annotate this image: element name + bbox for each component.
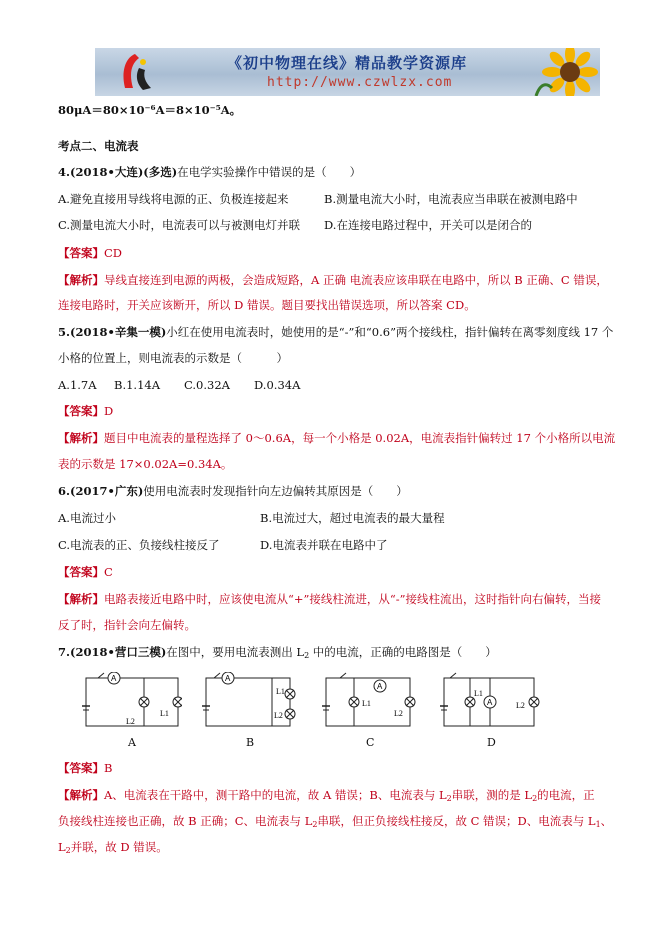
q5-answer [58, 403, 113, 419]
q6-option-a: A.电流过小 [58, 511, 116, 525]
header-banner [95, 48, 600, 96]
q6-explanation-text-1: 电路表接近电路中时，应该使电流从“+”接线柱流进，从“-”接线柱流出，这时指针向右偏转，当接 [104, 592, 602, 606]
fig-label-b: B [246, 736, 255, 749]
fig-label-d: D [487, 736, 496, 749]
q6-source: (2017•广东) [70, 484, 144, 498]
fig-label-c: C [366, 736, 375, 749]
circuit-diagram-d [440, 672, 540, 734]
q4-number: 4. [58, 165, 71, 179]
q4-explanation-2: 连接电路时，开关应该断开，所以 D 错误。题目要找出错误选项，所以答案 CD。 [58, 298, 476, 312]
section-heading: 考点二、电流表 [58, 139, 139, 153]
q7-exp-text: A、电流表在干路中，测干路中的电流，故 A 错误；B、电流表与 L [104, 788, 447, 802]
q5-stem-2: 小格的位置上，则电流表的示数是（ ） [58, 351, 288, 365]
fig-c-ammeter: A [377, 682, 383, 691]
fig-d-ammeter: A [487, 698, 493, 707]
q7-stem-sub: 2 [304, 651, 310, 660]
question-6 [58, 483, 408, 499]
q4-answer-value: CD [104, 246, 123, 260]
q4-option-d: D.在连接电路过程中，开关可以是闭合的 [324, 218, 532, 232]
q5-explanation-label: 【解析】 [58, 431, 104, 445]
q4-tag: (多选) [143, 165, 178, 179]
q6-option-d: D.电流表并联在电路中了 [260, 538, 388, 552]
q4-source: (2018•大连) [70, 165, 144, 179]
q7-exp-text: 串联，但正负接线柱接反，故 C 错误；D、电流表与 L [317, 814, 596, 828]
q4-explanation-label: 【解析】 [58, 273, 104, 287]
fig-c-lamp-2: L2 [394, 709, 403, 718]
fig-a-lamp-1: L1 [160, 709, 169, 718]
banner-url: http://www.czwlzx.com [267, 75, 453, 90]
q7-exp-text: L [58, 840, 66, 854]
q5-stem-1: 小红在使用电流表时，她使用的是“-”和“0.6”两个接线柱，指针偏转在离零刻度线 17 个 [166, 325, 614, 339]
q7-exp-text: 负接线柱连接也正确，故 B 正确；C、电流表与 L [58, 814, 313, 828]
formula-line: 80μA＝80×10⁻⁶A＝8×10⁻⁵A。 [58, 103, 242, 117]
q7-exp-text: 串联，测的是 L [451, 788, 533, 802]
question-5 [58, 324, 613, 340]
q5-answer-label: 【答案】 [58, 404, 104, 418]
circuit-diagram-b [202, 672, 302, 734]
fig-a-ammeter: A [111, 674, 117, 683]
q4-option-a: A.避免直接用导线将电源的正、负极连接起来 [58, 192, 289, 206]
sunflower-icon [530, 48, 600, 96]
q7-exp-sub: 2 [446, 794, 452, 803]
q5-option-b: B.1.14A [114, 378, 161, 392]
fig-b-lamp-2: L2 [274, 711, 283, 720]
q5-explanation-2: 表的示数是 17×0.02A=0.34A。 [58, 457, 233, 471]
q4-explanation-1 [58, 272, 608, 288]
q6-answer-value: C [104, 565, 113, 579]
q7-exp-sub: 1 [595, 820, 601, 829]
q7-explanation-2 [58, 813, 612, 833]
q4-option-b: B.测量电流大小时，电流表应当串联在被测电路中 [324, 192, 578, 206]
q6-stem: 使用电流表时发现指针向左边偏转其原因是（ ） [143, 484, 408, 498]
q7-number: 7. [58, 645, 71, 659]
q5-option-a: A.1.7A [58, 378, 97, 392]
q7-explanation-1 [58, 787, 595, 807]
logo-icon [95, 48, 175, 96]
question-4 [58, 164, 361, 180]
q5-explanation-text-1: 题目中电流表的量程选择了 0～0.6A，每一个小格是 0.02A，电流表指针偏转过 17 个小格所以电流 [104, 431, 616, 445]
banner-title: 《初中物理在线》精品教学资源库 [227, 54, 468, 72]
q7-stem-b: 中的电流，正确的电路图是（ ） [309, 645, 497, 659]
q6-answer-label: 【答案】 [58, 565, 104, 579]
q7-answer [58, 760, 112, 776]
q7-stem-a: 在图中，要用电流表测出 L [166, 645, 305, 659]
q5-source: (2018•辛集一模) [70, 325, 167, 339]
fig-b-ammeter: A [225, 674, 231, 683]
q5-answer-value: D [104, 404, 114, 418]
q6-explanation-2: 反了时，指针会向左偏转。 [58, 618, 196, 632]
q6-explanation-1 [58, 591, 601, 607]
q4-answer [58, 245, 122, 261]
q4-answer-label: 【答案】 [58, 246, 104, 260]
q7-exp-text: 并联，故 D 错误。 [70, 840, 168, 854]
fig-d-lamp-1: L1 [474, 689, 483, 698]
fig-b-lamp-1: L1 [276, 687, 285, 696]
q7-answer-value: B [104, 761, 113, 775]
circuit-diagram-a [82, 672, 182, 734]
fig-label-a: A [128, 736, 136, 749]
q6-explanation-label: 【解析】 [58, 592, 104, 606]
q7-explanation-label: 【解析】 [58, 788, 104, 802]
q4-stem: 在电学实验操作中错误的是（ ） [177, 165, 362, 179]
q5-option-c: C.0.32A [184, 378, 230, 392]
q4-option-c: C.测量电流大小时，电流表可以与被测电灯并联 [58, 218, 301, 232]
q5-option-d: D.0.34A [254, 378, 301, 392]
q6-answer [58, 564, 113, 580]
question-7 [58, 644, 497, 664]
q6-option-b: B.电流过大，超过电流表的最大量程 [260, 511, 445, 525]
q7-exp-sub: 2 [65, 846, 71, 855]
fig-c-lamp-1: L1 [362, 699, 371, 708]
q7-exp-sub: 2 [312, 820, 318, 829]
q5-number: 5. [58, 325, 71, 339]
q7-exp-text: 的电流，正 [537, 788, 595, 802]
q4-explanation-text-1: 导线直接连到电源的两极，会造成短路，A 正确 电流表应该串联在电路中，所以 B 正确、C 错误， [104, 273, 608, 287]
q6-option-c: C.电流表的正、负接线柱接反了 [58, 538, 220, 552]
q7-source: (2018•营口三模) [70, 645, 167, 659]
q7-answer-label: 【答案】 [58, 761, 104, 775]
fig-a-lamp-2: L2 [126, 717, 135, 726]
circuit-diagram-c [322, 672, 422, 734]
q7-exp-sub: 2 [532, 794, 538, 803]
fig-d-lamp-2: L2 [516, 701, 525, 710]
q6-number: 6. [58, 484, 71, 498]
q7-exp-text: 、 [600, 814, 613, 828]
q5-explanation-1 [58, 430, 615, 446]
q7-explanation-3 [58, 839, 168, 859]
